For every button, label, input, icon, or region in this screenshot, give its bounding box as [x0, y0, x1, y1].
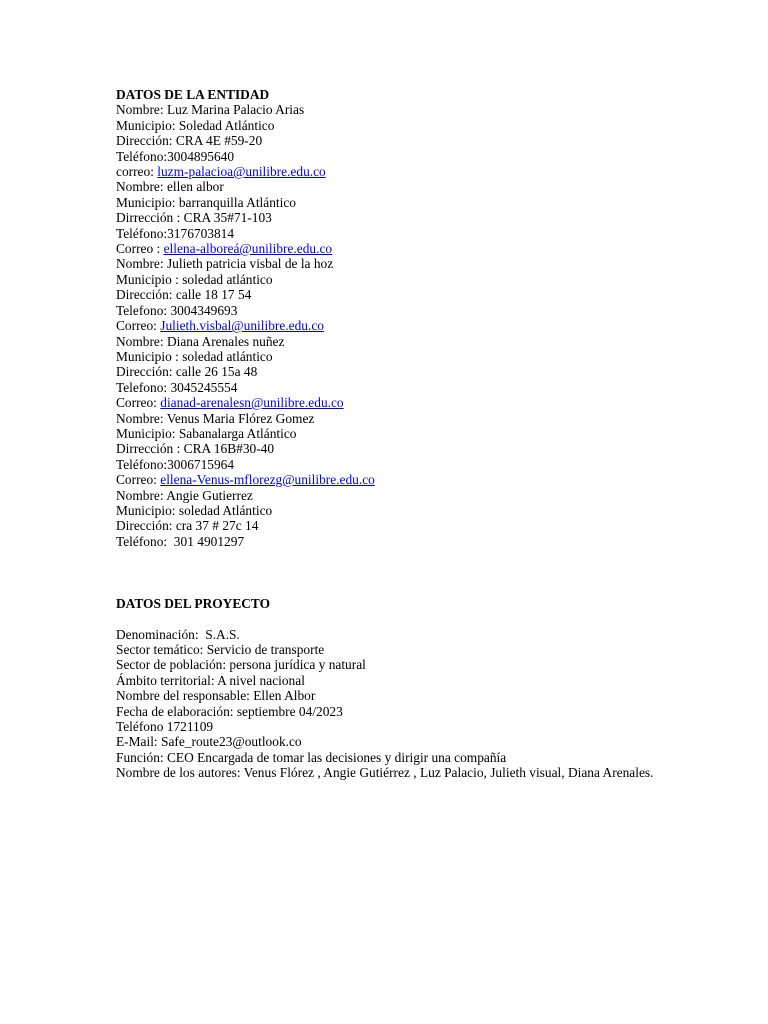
project-thematic-sector: Sector temático: Servicio de transporte: [116, 642, 325, 657]
person-name: Nombre: Diana Arenales nuñez: [116, 333, 285, 349]
person-address: Dirección: calle 26 15a 48: [116, 364, 258, 380]
person-municipality: Municipio: barranquilla Atlántico: [116, 194, 296, 210]
person-address: Dirección: cra 37 # 27c 14: [116, 518, 259, 534]
project-date: Fecha de elaboración: septiembre 04/2023: [116, 703, 343, 719]
email-label: Correo:: [116, 472, 161, 488]
person-address: Dirrección : CRA 16B#30-40: [116, 441, 275, 457]
project-territorial-scope: Ámbito territorial: A nivel nacional: [116, 672, 305, 688]
project-phone: Teléfono 1721109: [116, 719, 214, 735]
email-link[interactable]: ellena-Venus-mflorezg@unilibre.edu.co: [160, 472, 375, 488]
person-municipality: Municipio: Sabanalarga Atlántico: [116, 425, 297, 441]
person-name: Nombre: ellen albor: [116, 179, 224, 195]
person-municipality: Municipio : soledad atlántico: [116, 348, 273, 364]
person-email-line: [116, 395, 656, 410]
document-page: [116, 87, 656, 781]
person-email-line: [116, 164, 656, 179]
person-block: [116, 256, 656, 333]
person-block: [116, 334, 656, 411]
person-phone: Teléfono:3176703814: [116, 225, 235, 241]
project-authors: Nombre de los autores: Venus Flórez , Angie Gutiérrez , Luz Palacio, Julieth visual, Diana Arenales.: [116, 765, 654, 781]
person-phone: Teléfono:3006715964: [116, 456, 235, 472]
project-function: Función: CEO Encargada de tomar las decisiones y dirigir una compañía: [116, 749, 507, 765]
person-email-line: [116, 318, 656, 333]
person-address: Dirección: CRA 4E #59-20: [116, 133, 263, 149]
person-email-line: [116, 241, 656, 256]
entity-section: [116, 87, 656, 549]
person-address: Dirección: calle 18 17 54: [116, 287, 252, 303]
project-responsible: Nombre del responsable: Ellen Albor: [116, 688, 316, 704]
person-name: Nombre: Venus Maria Flórez Gomez: [116, 410, 315, 426]
person-municipality: Municipio: Soledad Atlántico: [116, 117, 275, 133]
project-section: [116, 596, 656, 780]
person-block: [116, 411, 656, 488]
email-label: Correo:: [116, 318, 161, 334]
project-population-sector: Sector de población: persona jurídica y natural: [116, 657, 366, 673]
person-name: Nombre: Angie Gutierrez: [116, 487, 253, 503]
person-phone: Telefono: 3045245554: [116, 379, 238, 395]
section-spacer: [116, 549, 656, 596]
email-label: Correo:: [116, 395, 161, 411]
email-label: Correo :: [116, 241, 164, 257]
person-name: Nombre: Julieth patricia visbal de la hoz: [116, 256, 334, 272]
email-link[interactable]: luzm-palacioa@unilibre.edu.co: [157, 164, 326, 180]
email-link[interactable]: Julieth.visbal@unilibre.edu.co: [160, 318, 324, 334]
person-phone: Telefono: 3004349693: [116, 302, 238, 318]
person-municipality: Municipio : soledad atlántico: [116, 271, 273, 287]
project-email: E-Mail: Safe_route23@outlook.co: [116, 734, 302, 750]
email-link[interactable]: dianad-arenalesn@unilibre.edu.co: [160, 395, 344, 411]
person-municipality: Municipio: soledad Atlántico: [116, 502, 273, 518]
email-link[interactable]: ellena-alboreá@unilibre.edu.co: [163, 241, 333, 257]
person-phone: Teléfono:3004895640: [116, 148, 235, 164]
heading-spacer: [116, 612, 656, 627]
project-denomination: Denominación: S.A.S.: [116, 626, 240, 642]
entity-heading: DATOS DE LA ENTIDAD: [116, 87, 270, 102]
person-name: Nombre: Luz Marina Palacio Arias: [116, 102, 305, 118]
project-heading: DATOS DEL PROYECTO: [116, 596, 271, 612]
person-block: [116, 102, 656, 179]
person-email-line: [116, 472, 656, 487]
person-block: [116, 179, 656, 256]
person-phone: Teléfono: 301 4901297: [116, 533, 245, 549]
person-block: [116, 488, 656, 550]
person-address: Dirrección : CRA 35#71-103: [116, 210, 272, 226]
email-label: correo:: [116, 164, 158, 180]
